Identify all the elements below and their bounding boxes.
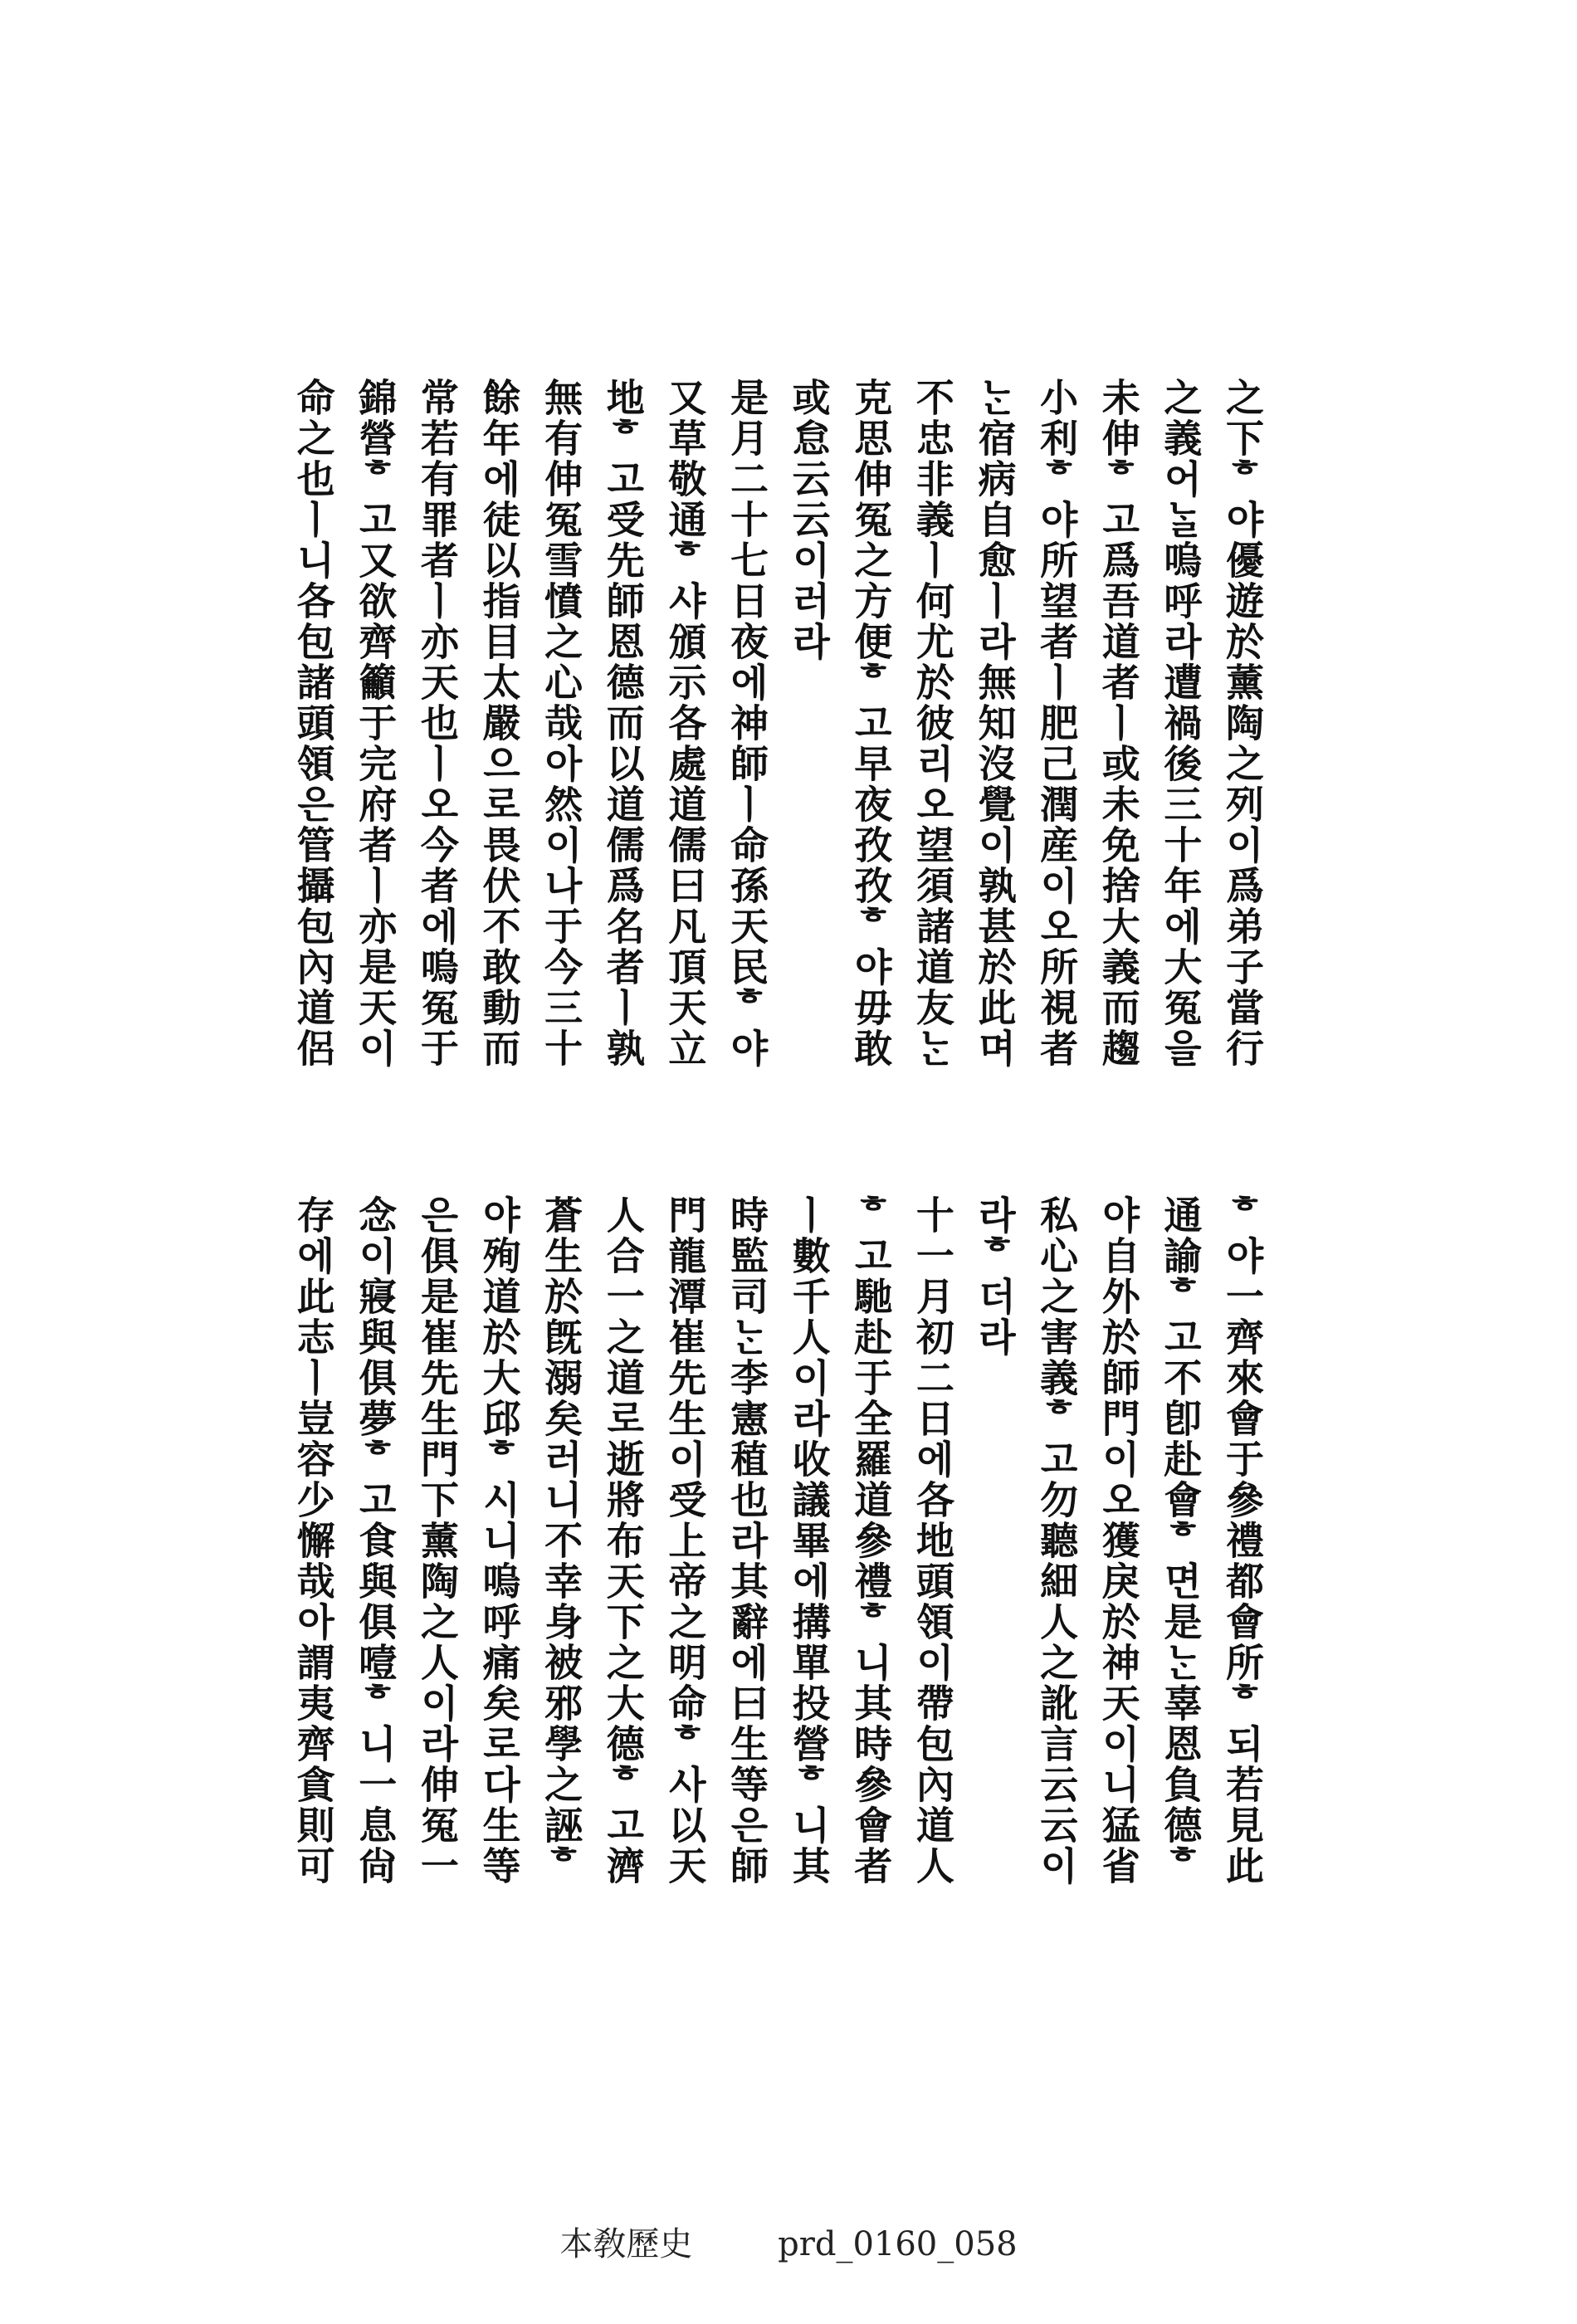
text-column: 克思伸冤之方便ᄒ고早夜孜孜ᄒ야毋敢 — [848, 378, 894, 1069]
text-column: 不忠非義ㅣ何尤於彼리오望須諸道友ᄂᆞᆫ — [910, 378, 955, 1069]
text-column: ᄂᆞᆫ宿病自愈ㅣ라無知沒覺이孰甚於此며 — [972, 378, 1018, 1069]
text-column: 地ᄒ고受先師恩德而以道儒爲名者ㅣ孰 — [600, 378, 646, 1069]
text-column: 小利ᄒ야所望者ㅣ肥己潤産이오所視者 — [1034, 378, 1080, 1069]
text-column: 命之也ㅣ니各包諸頭領은管攝包內道侶 — [290, 378, 336, 1069]
text-column: 通諭ᄒ고不卽赴會ᄒ면是ᄂᆞᆫ辜恩負德ᄒ — [1158, 1195, 1204, 1887]
text-column: 私心之害義ᄒ고勿聽細人之訛言云云이 — [1034, 1195, 1080, 1887]
text-column: 或怠云云이러라 — [786, 378, 832, 662]
text-column: ᄒ야一齊來會于參禮都會所ᄒ되若見此 — [1220, 1195, 1265, 1887]
text-column: 又草敬通ᄒ샤頒示各處道儒曰凡頂天立 — [662, 378, 708, 1069]
text-column: 十一月初二日에各地頭領이帶包內道人 — [910, 1195, 955, 1887]
text-column: 之下ᄒ야優遊於薰陶之列이爲弟子當行 — [1220, 378, 1265, 1069]
text-column: 之義어ᄂᆞᆯ嗚呼라遭禍後三十年에大冤을 — [1158, 378, 1204, 1069]
text-column: 錦營ᄒ고又欲齊籲于完府者ㅣ亦是天이 — [353, 378, 398, 1069]
text-column: 야殉道於大邱ᄒ시니嗚呼痛矣로다生等 — [476, 1195, 522, 1887]
text-column: 라ᄒ더라 — [972, 1195, 1018, 1358]
top-text-block — [290, 378, 1270, 1154]
text-column: 常若有罪者ㅣ亦天也ㅣ오今者에嗚冤于 — [414, 378, 460, 1069]
text-column: 餘年에徒以指目太嚴으로畏伏不敢動而 — [476, 378, 522, 1069]
text-column: 是月二十七日夜에神師ㅣ命孫天民ᄒ야 — [725, 378, 769, 1069]
text-column: 無有伸冤雪憤之心哉아然이나于今三十 — [539, 378, 584, 1069]
text-column: ᄒ고馳赴于全羅道參禮ᄒ니其時參會者 — [848, 1195, 894, 1887]
text-column: 야自外於師門이오獲戾於神天이니猛省 — [1096, 1195, 1141, 1887]
text-column: 人合一之道로逝將布天下之大德ᄒ고濟 — [600, 1195, 646, 1887]
footer-book-title: 本敎歷史 — [559, 2225, 693, 2263]
text-column: 蒼生於旣溺矣러니不幸身被邪學之誣ᄒ — [539, 1195, 584, 1887]
text-column: ㅣ數千人이라收議畢에搆單投營ᄒ니其 — [786, 1195, 832, 1887]
text-column: 未伸ᄒ고爲吾道者ㅣ或未免捨大義而趨 — [1096, 378, 1141, 1069]
text-column: 門龍潭崔先生이受上帝之明命ᄒ사以天 — [662, 1195, 708, 1887]
text-column: 은俱是崔先生門下薰陶之人이라伸冤一 — [414, 1195, 460, 1887]
bottom-text-block — [290, 1195, 1270, 1975]
text-column: 念이寢與俱夢ᄒ고食與俱噎ᄒ니一息尙 — [353, 1195, 398, 1887]
page-footer — [0, 2218, 1577, 2265]
footer-page-code: prd_0160_058 — [778, 2225, 1018, 2263]
text-column: 時監司ᄂᆞᆫ李憲稙也라其辭에曰生等은師 — [725, 1195, 769, 1887]
text-column: 存에此志ㅣ豈容少懈哉아謂夷齊貪則可 — [290, 1195, 336, 1887]
